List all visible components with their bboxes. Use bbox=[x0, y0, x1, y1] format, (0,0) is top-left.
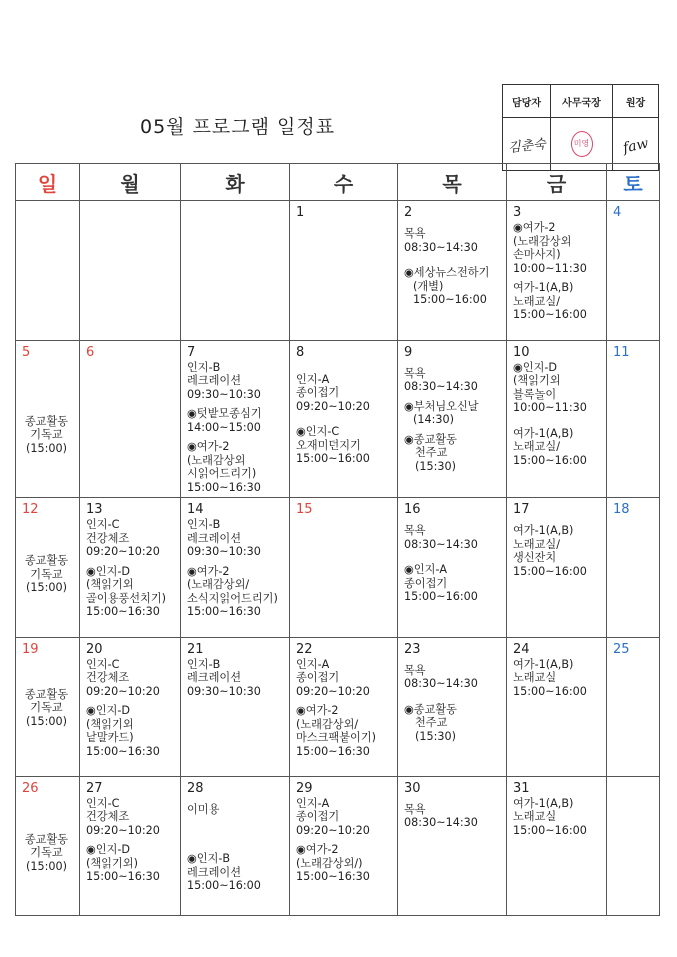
day-cell-27 bbox=[80, 776, 181, 915]
day-number: 18 bbox=[613, 502, 630, 518]
event-line: 레크레이션 bbox=[187, 374, 242, 388]
event-line: 종교활동 bbox=[24, 414, 69, 428]
event-line: (15:00) bbox=[26, 441, 67, 455]
event-line: 종이접기 bbox=[296, 671, 340, 685]
day-cell-7 bbox=[181, 340, 290, 498]
event-line: 여가-1(A,B) bbox=[513, 426, 574, 440]
weekday-mon: 월 bbox=[80, 164, 181, 201]
event-line: 10:00~11:30 bbox=[513, 261, 587, 275]
event-line: 15:00~16:30 bbox=[296, 870, 370, 884]
event-line: 15:00~16:00 bbox=[513, 308, 587, 322]
event-line: (15:00) bbox=[26, 859, 67, 873]
day-number: 14 bbox=[187, 502, 204, 518]
event-line: 15:00~16:30 bbox=[187, 605, 261, 619]
event-line: 15:00~16:00 bbox=[296, 452, 370, 466]
event-line: 09:20~10:20 bbox=[296, 823, 370, 837]
event-line: 인지-A bbox=[296, 657, 330, 671]
event-line: 15:00~16:30 bbox=[296, 744, 370, 758]
event-line: 이미용 bbox=[187, 802, 220, 816]
approval-box bbox=[502, 84, 659, 171]
event-line: 손마사지) bbox=[513, 248, 561, 262]
day-cell-6 bbox=[80, 340, 181, 498]
week-row-1 bbox=[16, 201, 660, 340]
event-line: 08:30~14:30 bbox=[404, 380, 478, 394]
day-cell-23 bbox=[398, 637, 507, 776]
event-line: 목욕 bbox=[404, 802, 426, 816]
event-line: 15:00~16:30 bbox=[86, 870, 160, 884]
event-line: (책읽기외 bbox=[513, 374, 561, 388]
day-number: 19 bbox=[22, 641, 39, 657]
day-cell-14 bbox=[181, 498, 290, 637]
day-cell-empty bbox=[16, 201, 80, 340]
event-line: ◉종교활동 bbox=[404, 432, 457, 446]
event-line: 기독교 bbox=[30, 701, 63, 715]
event-line: ◉인지-D bbox=[86, 564, 131, 578]
event-line: 블록놀이 bbox=[513, 387, 557, 401]
event-line: 노래교실 bbox=[513, 810, 557, 824]
event-line: 여가-1(A,B) bbox=[513, 524, 574, 538]
day-number: 10 bbox=[513, 344, 530, 360]
day-cell-18 bbox=[607, 498, 660, 637]
event-line: 레크레이션 bbox=[187, 671, 242, 685]
day-cell-5 bbox=[16, 340, 80, 498]
event-line: 10:00~11:30 bbox=[513, 401, 587, 415]
event-line: 15:00~16:00 bbox=[513, 684, 587, 698]
event-line: 목욕 bbox=[404, 524, 426, 538]
event-line: (노래감상외 bbox=[513, 234, 572, 248]
event-line: 기독교 bbox=[30, 428, 63, 442]
event-line: ◉인지-D bbox=[86, 843, 131, 857]
event-line: 인지-A bbox=[296, 372, 330, 386]
day-cell-12 bbox=[16, 498, 80, 637]
event-line: ◉여가-2 bbox=[296, 843, 339, 857]
day-number: 29 bbox=[296, 780, 313, 796]
signature-staff: 김춘숙 bbox=[507, 136, 547, 156]
day-number: 31 bbox=[513, 780, 530, 796]
event-line: 15:00~16:30 bbox=[86, 744, 160, 758]
event-line: (노래감상외 bbox=[187, 453, 246, 467]
day-cell-19 bbox=[16, 637, 80, 776]
day-cell-3 bbox=[507, 201, 607, 340]
day-number: 4 bbox=[613, 205, 622, 221]
event-line: 노래교실/ bbox=[513, 537, 560, 551]
event-line: 종이접기 bbox=[404, 576, 448, 590]
day-number: 17 bbox=[513, 502, 530, 518]
event-line: 여가-1(A,B) bbox=[513, 796, 574, 810]
event-line: ◉종교활동 bbox=[404, 702, 457, 716]
weekday-thu: 목 bbox=[398, 164, 507, 201]
day-number: 27 bbox=[86, 780, 103, 796]
event-line: (노래감상외/ bbox=[187, 578, 250, 592]
day-number: 8 bbox=[296, 344, 305, 360]
event-line: 여가-1(A,B) bbox=[513, 281, 574, 295]
event-line: 15:00~16:00 bbox=[513, 453, 587, 467]
event-line: (책읽기외 bbox=[86, 578, 134, 592]
approval-header-staff: 담당자 bbox=[503, 85, 551, 118]
week-row-3 bbox=[16, 498, 660, 637]
day-number: 16 bbox=[404, 502, 421, 518]
event-line: 15:00~16:00 bbox=[413, 293, 487, 307]
day-number: 5 bbox=[22, 344, 31, 360]
day-cell-29 bbox=[290, 776, 398, 915]
day-cell-empty bbox=[80, 201, 181, 340]
weekday-fri: 금 bbox=[507, 164, 607, 201]
weekday-header-row bbox=[16, 164, 660, 201]
day-cell-17 bbox=[507, 498, 607, 637]
event-line: 09:20~10:20 bbox=[296, 399, 370, 413]
event-line: 시읽어드리기) bbox=[187, 467, 257, 481]
day-cell-10 bbox=[507, 340, 607, 498]
weekday-sat: 토 bbox=[607, 164, 660, 201]
event-line: 인지-C bbox=[86, 518, 120, 532]
weekday-tue: 화 bbox=[181, 164, 290, 201]
event-line: 천주교 bbox=[415, 446, 448, 460]
week-row-4 bbox=[16, 637, 660, 776]
event-line: 마스크팩붙이기) bbox=[296, 731, 377, 745]
day-cell-22 bbox=[290, 637, 398, 776]
page-title: 05월 프로그램 일정표 bbox=[140, 116, 336, 138]
event-line: (15:30) bbox=[415, 729, 456, 743]
event-line: 인지-B bbox=[187, 360, 221, 374]
day-cell-empty bbox=[181, 201, 290, 340]
event-line: 종이접기 bbox=[296, 810, 340, 824]
event-line: 건강체조 bbox=[86, 671, 130, 685]
event-line: (15:00) bbox=[26, 581, 67, 595]
event-line: ◉세상뉴스전하기 bbox=[404, 266, 490, 280]
event-line: 종교활동 bbox=[24, 554, 69, 568]
day-number: 15 bbox=[296, 502, 313, 518]
event-line: 인지-A bbox=[296, 796, 330, 810]
event-line: 기독교 bbox=[30, 567, 63, 581]
day-cell-15 bbox=[290, 498, 398, 637]
approval-header-manager: 사무국장 bbox=[551, 85, 613, 118]
event-line: ◉인지-D bbox=[513, 360, 558, 374]
day-number: 13 bbox=[86, 502, 103, 518]
day-number: 21 bbox=[187, 641, 204, 657]
weekday-sun: 일 bbox=[16, 164, 80, 201]
event-line: 09:20~10:20 bbox=[296, 684, 370, 698]
day-number: 25 bbox=[613, 641, 630, 657]
event-line: ◉여가-2 bbox=[296, 704, 339, 718]
event-line: 노래교실 bbox=[513, 671, 557, 685]
week-row-2 bbox=[16, 340, 660, 498]
event-line: ◉여가-2 bbox=[187, 564, 230, 578]
event-line: 종교활동 bbox=[24, 832, 69, 846]
day-cell-21 bbox=[181, 637, 290, 776]
event-line: 인지-B bbox=[187, 657, 221, 671]
event-line: 15:00~16:30 bbox=[187, 480, 261, 494]
day-number: 3 bbox=[513, 205, 522, 221]
day-number: 9 bbox=[404, 344, 413, 360]
event-line: 목욕 bbox=[404, 663, 426, 677]
event-line: 소식지읽어드리기) bbox=[187, 591, 278, 605]
event-line: 08:30~14:30 bbox=[404, 677, 478, 691]
event-line: 09:30~10:30 bbox=[187, 387, 261, 401]
event-line: ◉부처님오신날 bbox=[404, 399, 479, 413]
event-line: (노래감상외/ bbox=[296, 717, 359, 731]
event-line: (노래감상외/) bbox=[296, 856, 363, 870]
event-line: 오재미던지기 bbox=[296, 438, 361, 452]
day-cell-4 bbox=[607, 201, 660, 340]
day-cell-20 bbox=[80, 637, 181, 776]
day-cell-31 bbox=[507, 776, 607, 915]
day-number: 6 bbox=[86, 344, 95, 360]
event-line: 노래교실/ bbox=[513, 294, 560, 308]
week-row-5 bbox=[16, 776, 660, 915]
event-line: 낱말카드) bbox=[86, 731, 134, 745]
event-line: ◉인지-B bbox=[187, 852, 231, 866]
day-number: 7 bbox=[187, 344, 196, 360]
day-number: 2 bbox=[404, 205, 413, 221]
day-number: 22 bbox=[296, 641, 313, 657]
event-line: 레크레이션 bbox=[187, 531, 242, 545]
day-number: 12 bbox=[22, 502, 39, 518]
event-line: 건강체조 bbox=[86, 810, 130, 824]
day-number: 24 bbox=[513, 641, 530, 657]
approval-header-director: 원장 bbox=[613, 85, 659, 118]
event-line: 08:30~14:30 bbox=[404, 537, 478, 551]
event-line: 15:00~16:00 bbox=[513, 564, 587, 578]
event-line: 15:00~16:00 bbox=[513, 823, 587, 837]
event-line: 종교활동 bbox=[24, 687, 69, 701]
event-line: 종이접기 bbox=[296, 386, 340, 400]
event-line: ◉인지-D bbox=[86, 704, 131, 718]
event-line: ◉인지-C bbox=[296, 425, 340, 439]
event-line: ◉여가-2 bbox=[513, 221, 556, 235]
event-line: 15:00~16:00 bbox=[187, 879, 261, 893]
day-number: 1 bbox=[296, 205, 305, 221]
day-cell-24 bbox=[507, 637, 607, 776]
event-line: 목욕 bbox=[404, 366, 426, 380]
day-number: 30 bbox=[404, 780, 421, 796]
day-cell-1 bbox=[290, 201, 398, 340]
day-number: 23 bbox=[404, 641, 421, 657]
day-number: 26 bbox=[22, 780, 39, 796]
day-cell-16 bbox=[398, 498, 507, 637]
event-line: ◉텃밭모종심기 bbox=[187, 407, 262, 421]
event-line: 09:30~10:30 bbox=[187, 545, 261, 559]
day-cell-13 bbox=[80, 498, 181, 637]
event-line: 14:00~15:00 bbox=[187, 420, 261, 434]
event-line: 목욕 bbox=[404, 227, 426, 241]
event-line: 09:30~10:30 bbox=[187, 684, 261, 698]
day-cell-30 bbox=[398, 776, 507, 915]
day-number: 28 bbox=[187, 780, 204, 796]
stamp-seal: 미영 bbox=[571, 131, 593, 157]
event-line: 인지-C bbox=[86, 796, 120, 810]
event-line: (책읽기외) bbox=[86, 856, 138, 870]
event-line: 노래교실/ bbox=[513, 440, 560, 454]
event-line: ◉여가-2 bbox=[187, 440, 230, 454]
event-line: 건강체조 bbox=[86, 531, 130, 545]
event-line: 09:20~10:20 bbox=[86, 545, 160, 559]
event-line: (책읽기외 bbox=[86, 717, 134, 731]
event-line: 09:20~10:20 bbox=[86, 684, 160, 698]
event-line: 레크레이션 bbox=[187, 865, 242, 879]
weekday-wed: 수 bbox=[290, 164, 398, 201]
signature-director: faw bbox=[621, 135, 650, 156]
event-line: 생신잔치 bbox=[513, 551, 557, 565]
event-line: 기독교 bbox=[30, 846, 63, 860]
event-line: 08:30~14:30 bbox=[404, 240, 478, 254]
day-cell-9 bbox=[398, 340, 507, 498]
day-cell-26 bbox=[16, 776, 80, 915]
event-line: (14:30) bbox=[413, 413, 454, 427]
day-cell-28 bbox=[181, 776, 290, 915]
event-line: 09:20~10:20 bbox=[86, 823, 160, 837]
event-line: (개별) bbox=[413, 279, 444, 293]
event-line: 여가-1(A,B) bbox=[513, 657, 574, 671]
event-line: 인지-B bbox=[187, 518, 221, 532]
day-number: 20 bbox=[86, 641, 103, 657]
day-cell-8 bbox=[290, 340, 398, 498]
event-line: 15:00~16:00 bbox=[404, 590, 478, 604]
event-line: 인지-C bbox=[86, 657, 120, 671]
event-line: (15:30) bbox=[415, 459, 456, 473]
day-number: 11 bbox=[613, 344, 630, 360]
day-cell-11 bbox=[607, 340, 660, 498]
event-line: ◉인지-A bbox=[404, 563, 448, 577]
calendar-table bbox=[15, 163, 660, 916]
event-line: 15:00~16:30 bbox=[86, 605, 160, 619]
event-line: (15:00) bbox=[26, 714, 67, 728]
day-cell-25 bbox=[607, 637, 660, 776]
event-line: 골이용풍선치기) bbox=[86, 591, 167, 605]
event-line: 08:30~14:30 bbox=[404, 816, 478, 830]
day-cell-2 bbox=[398, 201, 507, 340]
day-cell-empty bbox=[607, 776, 660, 915]
event-line: 천주교 bbox=[415, 716, 448, 730]
